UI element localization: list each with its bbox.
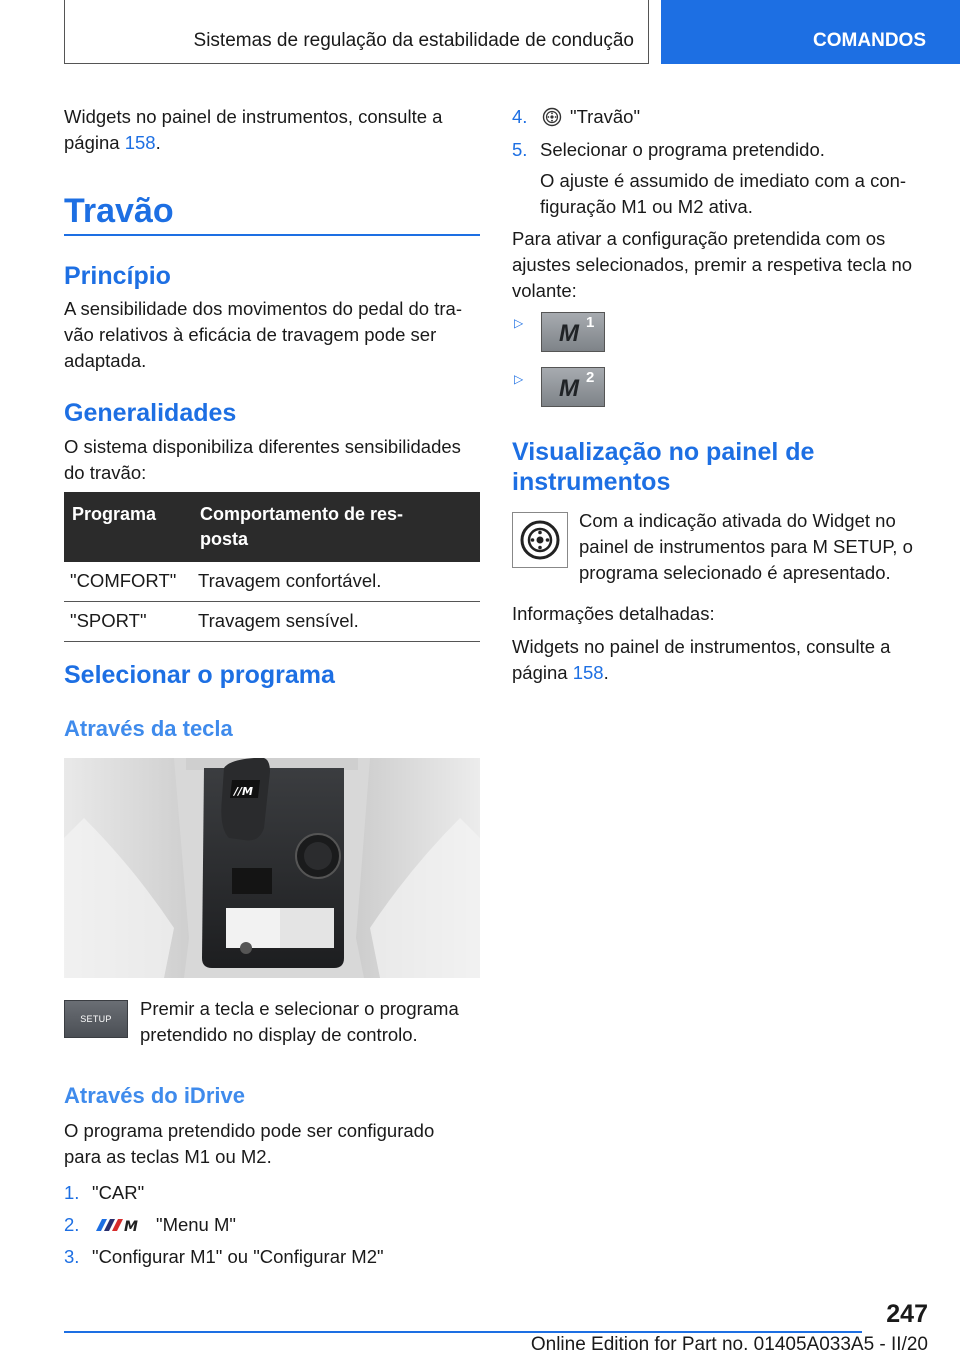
intro-paragraph (64, 104, 442, 156)
ref-page-prefix: página (512, 662, 573, 683)
table-row (64, 562, 480, 602)
brake-widget-icon (512, 512, 568, 568)
section-title: Sistemas de regulação da estabilidade de condução (193, 30, 634, 51)
edition-note: Online Edition for Part no. 01405A033A5 - II/20 (530, 1334, 928, 1355)
principio-paragraph (64, 296, 462, 374)
setup-button[interactable] (64, 1000, 128, 1038)
table-cell-program: "COMFORT" (64, 562, 192, 602)
generalidades-paragraph (64, 434, 461, 486)
bullet-triangle-icon: ▷ (514, 316, 524, 330)
list-item (512, 104, 928, 130)
ref-paragraph (512, 634, 890, 686)
m1-key-letter: M (559, 320, 579, 347)
m-logo-icon (94, 1217, 150, 1233)
generalidades-line-2: do travão: (64, 462, 147, 483)
activate-line-2: ajustes selecionados, premir a respetiva tecla no (512, 254, 913, 275)
idrive-heading: Através do iDrive (64, 1083, 245, 1108)
page-number: 247 (886, 1300, 928, 1328)
step-text: "Configurar M1" ou "Configurar M2" (92, 1246, 384, 1267)
brake-icon (542, 107, 562, 127)
tecla-line-2: pretendido no display de controlo. (140, 1024, 418, 1045)
m1-key[interactable] (541, 312, 605, 352)
activate-paragraph (512, 226, 912, 304)
step-text: Selecionar o programa pretendido. (540, 139, 825, 160)
table-cell-program: "SPORT" (64, 602, 192, 642)
step-number: 2. (64, 1214, 80, 1235)
activate-line-1: Para ativar a configuração pretendida com os (512, 228, 886, 249)
brake-disc-icon (513, 513, 567, 567)
visual-paragraph (579, 508, 913, 586)
table-cell-behavior: Travagem confortável. (192, 562, 480, 602)
idrive-paragraph (64, 1118, 434, 1170)
visual-heading-line-1: Visualização no painel de (512, 438, 815, 466)
step-number: 1. (64, 1182, 80, 1203)
tecla-line-1: Premir a tecla e selecionar o programa (140, 998, 459, 1019)
selecionar-heading: Selecionar o programa (64, 661, 335, 689)
svg-text:M: M (124, 1219, 138, 1233)
visual-heading (512, 437, 814, 497)
table-header-program: Programa (64, 492, 192, 562)
list-item (64, 1212, 480, 1238)
footer-rule (64, 1331, 862, 1333)
ref-line-1: Widgets no painel de instrumentos, consulte a (512, 636, 891, 657)
intro-page-prefix: página (64, 132, 125, 153)
list-item (512, 137, 928, 163)
principio-heading: Princípio (64, 262, 171, 290)
setup-button-label: SETUP (80, 1014, 112, 1024)
programs-table (64, 492, 480, 642)
table-header-row (64, 492, 480, 562)
generalidades-heading: Generalidades (64, 399, 237, 427)
step-text: "CAR" (92, 1182, 145, 1203)
center-console-illustration (64, 758, 480, 978)
generalidades-line-1: O sistema disponibiliza diferentes sensibilidades (64, 436, 461, 457)
principio-line-2: vão relativos à eficácia de travagem pode ser (64, 324, 437, 345)
step5-note-line-1: O ajuste é assumido de imediato com a con- (540, 170, 907, 191)
tecla-paragraph (140, 996, 459, 1048)
step-number: 5. (512, 139, 528, 160)
step-text: "Travão" (570, 106, 641, 127)
header-section-box (64, 0, 649, 64)
svg-text://M: //M (234, 785, 253, 798)
m2-key-letter: M (559, 375, 579, 402)
chapter-tab[interactable] (661, 0, 960, 64)
step5-note-line-2: figuração M1 ou M2 ativa. (540, 196, 753, 217)
m1-key-number: 1 (586, 314, 595, 331)
idrive-line-1: O programa pretendido pode ser configurado (64, 1120, 435, 1141)
step-number: 4. (512, 106, 528, 127)
step-text: "Menu M" (156, 1214, 236, 1235)
m2-key[interactable] (541, 367, 605, 407)
list-item (64, 1244, 480, 1270)
bullet-triangle-icon: ▷ (514, 372, 524, 386)
activate-line-3: volante: (512, 280, 577, 301)
page-heading: Travão (64, 192, 174, 230)
table-row (64, 602, 480, 642)
visual-line-1: Com a indicação ativada do Widget no (579, 510, 896, 531)
tecla-heading: Através da tecla (64, 716, 233, 741)
principio-line-3: adaptada. (64, 350, 147, 371)
visual-heading-line-2: instrumentos (512, 468, 671, 496)
table-cell-behavior: Travagem sensível. (192, 602, 480, 642)
intro-line-1: Widgets no painel de instrumentos, consulte a (64, 106, 443, 127)
step-number: 3. (64, 1246, 80, 1267)
ref-suffix: . (603, 662, 609, 683)
principio-line-1: A sensibilidade dos movimentos do pedal do tra- (64, 298, 462, 319)
visual-line-2: painel de instrumentos para M SETUP, o (579, 536, 913, 557)
center-console-photo (64, 758, 480, 978)
visual-line-3: programa selecionado é apresentado. (579, 562, 891, 583)
chapter-tab-label: COMANDOS (813, 30, 926, 51)
idrive-line-2: para as teclas M1 ou M2. (64, 1146, 272, 1167)
info-label: Informações detalhadas: (512, 603, 715, 624)
page-link-158[interactable]: 158 (572, 662, 604, 683)
table-header-behavior: Comportamento de res- posta (192, 492, 480, 562)
page-link-158[interactable]: 158 (124, 132, 156, 153)
list-item (64, 1180, 480, 1206)
intro-suffix: . (155, 132, 161, 153)
step5-note (540, 168, 906, 220)
heading-rule (64, 234, 480, 236)
m2-key-number: 2 (586, 369, 595, 386)
